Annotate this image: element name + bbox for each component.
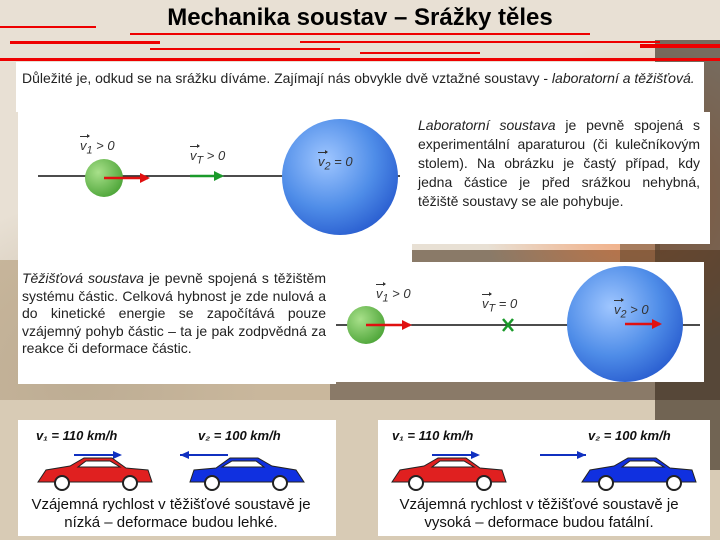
red-streak	[150, 48, 340, 50]
red-streak	[300, 41, 660, 43]
lab-paragraph	[418, 116, 700, 211]
lab-text: je pevně spojená s experimentální aparaturou (či kulečníkovým stolem). Na obrázku je častý případ, kdy jedna částice je před srážkou nehybná, těžiště soustavy se ale pohybuje.	[418, 117, 701, 209]
red-streak	[0, 58, 720, 61]
cm-paragraph	[22, 270, 326, 358]
cm-heading: Těžišťová soustava	[22, 270, 144, 286]
cm-vt-label: $v_T = 0$	[482, 296, 518, 315]
lab-vt-label: $v_T > 0$	[190, 148, 226, 167]
intro-paragraph	[22, 69, 698, 87]
lab-v2-label: $v_2 = 0$	[318, 154, 353, 173]
lab-v1-label: $v_1 > 0$	[80, 138, 115, 157]
red-streak	[10, 41, 160, 44]
right-car1-speed: v₁ = 110 km/h	[392, 428, 474, 443]
cm-v1-label: $v_1 > 0$	[376, 286, 411, 305]
right-caption: Vzájemná rychlost v těžišťové soustavě je vysoká – deformace budou fatální.	[399, 496, 679, 531]
intro-text: Důležité je, odkud se na srážku díváme. Zajímají nás obvykle dvě vztažné soustavy -	[22, 70, 552, 86]
left-car2-speed: v₂ = 100 km/h	[198, 428, 281, 443]
red-streak	[0, 26, 96, 28]
large-ball-icon	[282, 119, 398, 235]
cm-v2-label: $v_2 > 0$	[614, 302, 649, 321]
left-car1-speed: v₁ = 110 km/h	[36, 428, 118, 443]
right-car2-speed: v₂ = 100 km/h	[588, 428, 671, 443]
lab-heading: Laboratorní soustava	[418, 117, 556, 133]
cm-text: je pevně spojená s těžištěm systému částic. Celková hybnost je zde nulová a do kinetické energie se započítává pouze vzájemný pohyb částic – ta je pak zodpvědná za reakce či deformace částic.	[22, 270, 327, 356]
red-streak	[360, 52, 480, 54]
red-streak	[640, 44, 720, 48]
intro-text-italic: laboratorní a těžišťová.	[551, 70, 695, 86]
left-caption: Vzájemná rychlost v těžišťové soustavě je nízká – deformace budou lehké.	[31, 496, 311, 531]
title-underline	[130, 33, 590, 35]
page-title: Mechanika soustav – Srážky těles	[167, 4, 553, 31]
